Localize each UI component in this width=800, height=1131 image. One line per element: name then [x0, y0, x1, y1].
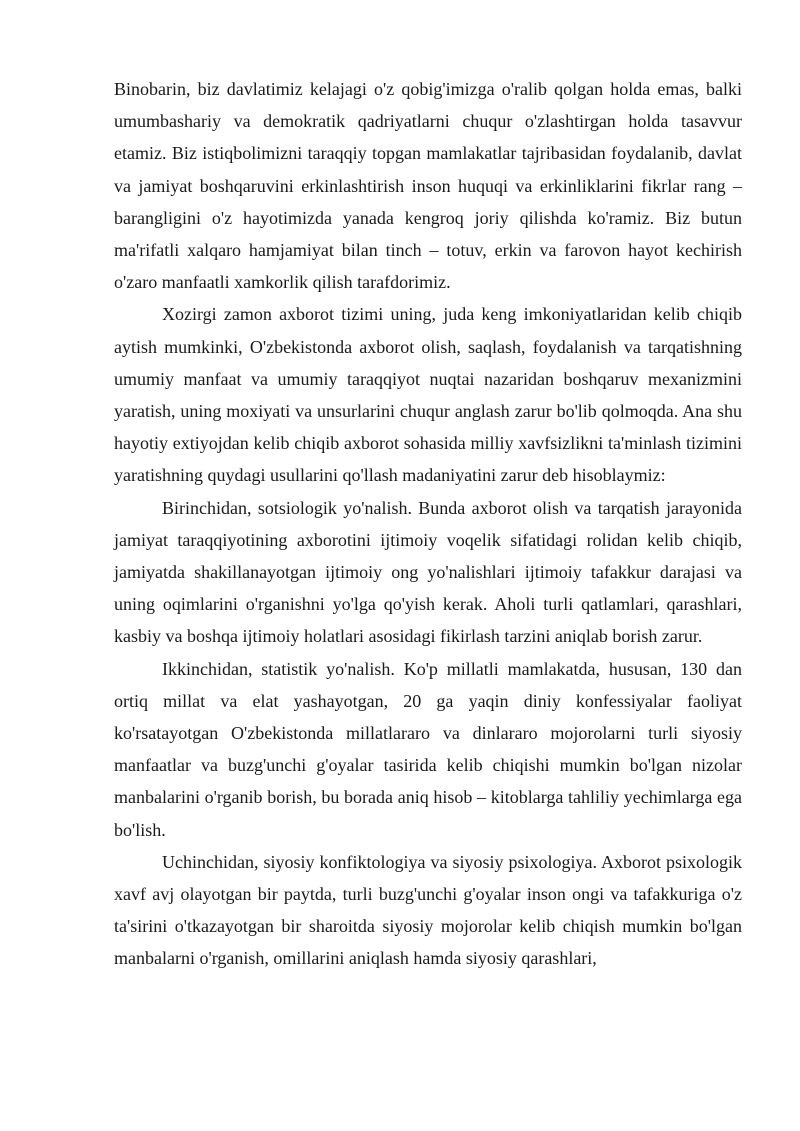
paragraph-4: Ikkinchidan, statistik yo'nalish. Ko'p millatli mamlakatda, hususan, 130 dan ortiq millat va elat yashayotgan, 20 ga yaqin diniy konfessiyalar faoliyat ko'rsatayotgan O'zbekistonda millatlararo va dinlararo mojorolarni turli siyosiy manfaatlar va buzg'unchi g'oyalar tasirida kelib chiqishi mumkin bo'lgan nizolar manbalarini o'rganib borish, bu borada aniq hisob – kitoblarga tahliliy yechimlarga ega bo'lish.: [114, 658, 742, 840]
paragraph-1: Binobarin, biz davlatimiz kelajagi o'z qobig'imizga o'ralib qolgan holda emas, balki umumbashariy va demokratik qadriyatlarni chuqur o'zlashtirgan holda tasavvur etamiz. Biz istiqbolimizni taraqqiy topgan mamlakatlar tajribasidan foydalanib, davlat va jamiyat boshqaruvini erkinlashtirish inson huquqi va erkinliklarini fikrlar rang – barangligini o'z hayotimizda yanada kengroq joriy qilishda ko'ramiz. Biz butun ma'rifatli xalqaro hamjamiyat bilan tinch – totuv, erkin va farovon hayot kechirish o'zaro manfaatli xamkorlik qilish tarafdorimiz.: [114, 79, 742, 293]
document-page: [114, 73, 742, 975]
paragraph-2: Xozirgi zamon axborot tizimi uning, juda keng imkoniyatlaridan kelib chiqib aytish mumkinki, O'zbekistonda axborot olish, saqlash, foydalanish va tarqatishning umumiy manfaat va umumiy taraqqiyot nuqtai nazaridan boshqaruv mexanizmini yaratish, uning moxiyati va unsurlarini chuqur anglash zarur bo'lib qolmoqda. Ana shu hayotiy extiyojdan kelib chiqib axborot sohasida milliy xavfsizlikni ta'minlash tizimini yaratishning quydagi usullarini qo'llash madaniyatini zarur deb hisoblaymiz:: [114, 304, 742, 486]
paragraph-5: Uchinchidan, siyosiy konfiktologiya va siyosiy psixologiya. Axborot psixologik xavf avj olayotgan bir paytda, turli buzg'unchi g'oyalar inson ongi va tafakkuriga o'z ta'sirini o'tkazayotgan bir sharoitda siyosiy mojorolar kelib chiqish mumkin bo'lgan manbalarni o'rganish, omillarini aniqlash hamda siyosiy qarashlari,: [114, 851, 742, 969]
paragraph-3: Birinchidan, sotsiologik yo'nalish. Bunda axborot olish va tarqatish jarayonida jamiyat taraqqiyotining axborotini ijtimoiy voqelik sifatidagi rolidan kelib chiqib, jamiyatda shakillanayotgan ijtimoiy ong yo'nalishlari ijtimoiy tafakkur darajasi va uning oqimlarini o'rganishni yo'lga qo'yish kerak. Aholi turli qatlamlari, qarashlari, kasbiy va boshqa ijtimoiy holatlari asosidagi fikirlash tarzini aniqlab borish zarur.: [114, 497, 742, 647]
